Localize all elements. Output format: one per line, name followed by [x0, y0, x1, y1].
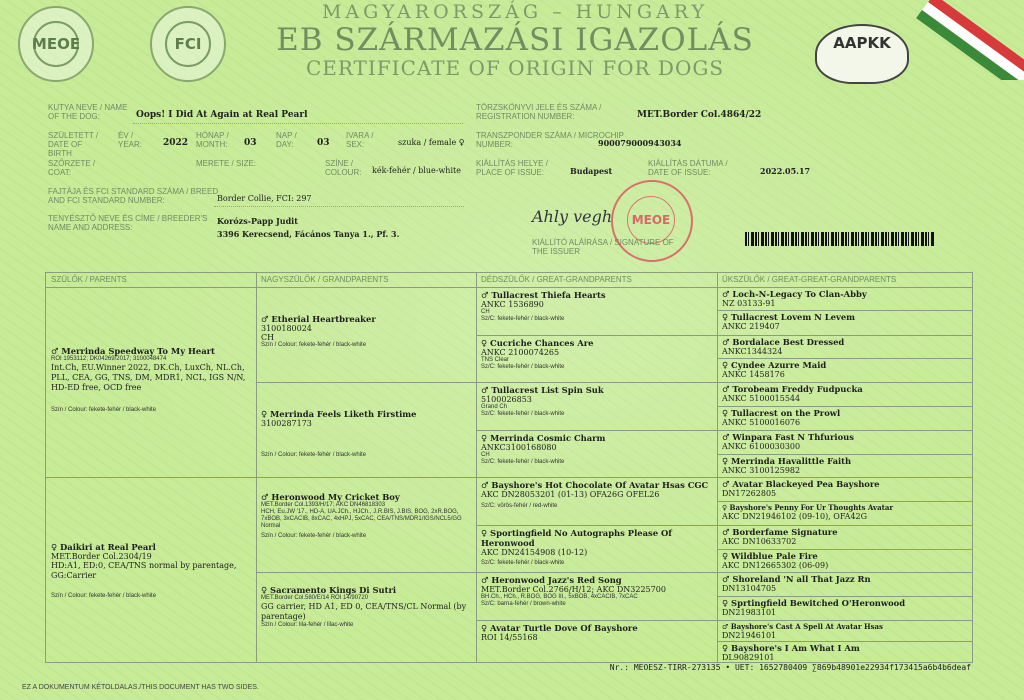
colour-value: kék-fehér / blue-white — [372, 166, 461, 175]
breeder-address: 3396 Kerecsend, Fácános Tanya 1., Pf. 3. — [217, 229, 400, 239]
great-great-grandparent-3 — [717, 335, 972, 358]
name-label: KUTYA NEVE / NAME OF THE DOG: — [48, 103, 128, 121]
dam-colour: Szín / Colour: fekete-fehér / black-white — [51, 593, 157, 599]
grandparent-4-name: ♀ Sacramento Kings Di Sutri — [261, 585, 397, 595]
great-great-grandparent-7 — [717, 430, 972, 454]
size-label: MERETE / SIZE: — [196, 159, 257, 168]
sex-label: IVARA / SEX: — [346, 131, 374, 149]
birth-day: 03 — [317, 138, 330, 148]
fci-seal-text: FCI — [165, 21, 211, 67]
date-of-issue: 2022.05.17 — [760, 166, 811, 176]
great-grandparent-4-extra: CH — [481, 452, 490, 458]
great-grandparent-3-extra: Grand Ch — [481, 404, 508, 410]
great-great-grandparent-12-name: ♀ Wildblue Pale Fire — [722, 551, 818, 561]
parent-dam — [46, 477, 256, 662]
grandparent-3-colour: Szín / Colour: fekete-fehér / black-white — [261, 533, 367, 539]
grandparent-1-reg: 3100180024 — [261, 324, 312, 333]
great-great-grandparent-8 — [717, 454, 972, 477]
stamp-center-text: MEOE — [627, 196, 675, 244]
breed-value: Border Collie, FCI: 297 — [217, 194, 312, 203]
great-great-grandparent-11-reg: AKC DN10633702 — [722, 537, 797, 546]
country-title: MAGYARORSZÁG – HUNGARY — [321, 1, 709, 23]
great-great-grandparent-7-name: ♂ Winpara Fast N Thfurious — [722, 432, 854, 442]
great-grandparent-7-reg: MET.Border Col.2766/H/12; AKC DN3225700 — [481, 585, 666, 594]
header-grandparents: NAGYSZÜLŐK / GRANDPARENTS — [261, 275, 389, 284]
great-grandparent-5 — [476, 477, 717, 525]
great-grandparent-1-extra: CH — [481, 309, 490, 315]
great-great-grandparent-1 — [717, 287, 972, 310]
great-grandparent-4-reg: ANKC3100168080 — [481, 443, 557, 452]
grandparent-4-reg: MET.Border Col.580/E/14 ROI 14/90720 — [261, 595, 369, 601]
great-great-grandparent-15-name: ♂ Bayshore's Cast A Spell At Avatar Hsas — [722, 622, 883, 631]
year-label: ÉV / YEAR: — [118, 131, 143, 149]
great-great-grandparent-9-reg: DN17262805 — [722, 489, 777, 498]
grandparent-4 — [256, 572, 476, 662]
dam-reg: MET.Border Col.2304/19 — [51, 552, 152, 561]
grandparent-1 — [256, 287, 476, 382]
chip-label: TRANSZPONDER SZÁMA / MICROCHIP NUMBER: — [476, 131, 624, 149]
grandparent-1-extra: CH — [261, 333, 275, 342]
great-grandparent-1-name: ♂ Tullacrest Thiefa Hearts — [481, 290, 606, 300]
great-great-grandparent-10 — [717, 501, 972, 525]
great-grandparent-4-name: ♀ Merrinda Cosmic Charm — [481, 433, 606, 443]
birth-month: 03 — [244, 138, 257, 148]
great-great-grandparent-1-reg: NZ 03133-91 — [722, 299, 776, 308]
great-great-grandparent-10-name: ♀ Bayshore's Penny For Ur Thoughts Avatar — [722, 503, 894, 512]
great-great-grandparent-4-reg: ANKC 1458176 — [722, 370, 785, 379]
great-grandparent-5-reg: AKC DN28053201 (01-13) OFA26G OFEL26 — [481, 490, 660, 499]
great-grandparent-5-colour: Sz/C: vörös-fehér / red-white — [481, 503, 558, 509]
sire-titles: Int.Ch, EU.Winner 2022, DK.Ch, LuxCh, NL.Ch, PLL, CEA, GG, TNS, DM, MDR1, NCL, IGS N/N, HD-ED free, OCD free — [51, 363, 246, 392]
great-great-grandparent-13 — [717, 572, 972, 596]
great-great-grandparent-11 — [717, 525, 972, 549]
great-grandparent-8-name: ♀ Avatar Turtle Dove Of Bayshore — [481, 623, 638, 633]
great-great-grandparent-5-reg: ANKC 5100015544 — [722, 394, 801, 403]
grandparent-1-colour: Szín / Colour: fekete-fehér / black-white — [261, 342, 367, 348]
microchip-number: 900079000943034 — [598, 138, 682, 148]
great-great-grandparent-11-name: ♂ Borderfame Signature — [722, 527, 838, 537]
sire-reg: ROI 1953112; DK04269/2017; 3100048474 — [51, 356, 167, 362]
grandparent-1-name: ♂ Etherial Heartbreaker — [261, 314, 376, 324]
great-grandparent-4 — [476, 430, 717, 477]
great-great-grandparent-8-reg: ANKC 3100125982 — [722, 466, 801, 475]
dam-titles: HD:A1, ED:0, CEA/TNS normal by parentage, GG:Carrier — [51, 561, 237, 580]
place-label: KIÁLLÍTÁS HELYE / PLACE OF ISSUE: — [476, 159, 548, 177]
grandparent-4-extra: GG carrier, HD A1, ED 0, CEA/TNS/CL Normal (by parentage) — [261, 602, 467, 621]
great-great-grandparent-8-name: ♀ Merrinda Havalittle Faith — [722, 456, 852, 466]
meoe-seal — [18, 6, 94, 82]
great-grandparent-1-reg: ANKC 1536890 — [481, 300, 544, 309]
day-label: NAP / DAY: — [276, 131, 297, 149]
great-grandparent-4-colour: Sz/C: fekete-fehér / black-white — [481, 459, 565, 465]
grandparent-2-reg: 3100287173 — [261, 419, 312, 428]
great-grandparent-7 — [476, 572, 717, 620]
great-great-grandparent-12-reg: AKC DN12665302 (06-09) — [722, 561, 829, 570]
great-great-grandparent-3-reg: ANKC1344324 — [722, 347, 783, 356]
great-grandparent-3-reg: 5100026853 — [481, 395, 532, 404]
great-grandparent-1 — [476, 287, 717, 335]
great-great-grandparent-2 — [717, 310, 972, 335]
great-great-grandparent-9 — [717, 477, 972, 501]
certificate-title-en: CERTIFICATE OF ORIGIN FOR DOGS — [305, 56, 725, 80]
month-label: HÓNAP / MONTH: — [196, 131, 229, 149]
great-grandparent-8 — [476, 620, 717, 662]
great-great-grandparent-16-name: ♀ Bayshore's I Am What I Am — [722, 643, 860, 653]
great-great-grandparent-2-name: ♀ Tullacrest Lovem N Levem — [722, 312, 856, 322]
pedigree-table — [45, 272, 973, 663]
name-line — [133, 123, 463, 124]
great-grandparent-3-colour: Sz/C: fekete-fehér / black-white — [481, 411, 565, 417]
breeder-name: Korózs-Papp Judit — [217, 216, 298, 226]
meoe-seal-text: MEOE — [33, 21, 79, 67]
sire-colour: Szín / Colour: fekete-fehér / black-white — [51, 407, 157, 413]
great-great-grandparent-6 — [717, 406, 972, 430]
grandparent-2-name: ♀ Merrinda Feels Liketh Firstime — [261, 409, 417, 419]
grandparent-2-colour: Szín / Colour: fekete-fehér / black-white — [261, 452, 367, 458]
breed-label: FAJTÁJA ÉS FCI STANDARD SZÁMA / BREED AND FCI STANDARD NUMBER: — [48, 187, 219, 205]
grandparent-2 — [256, 382, 476, 477]
great-grandparent-7-extra: BH.Ch., HCh., R.BOG, BOG III., 5xBOB, 4xCACIB, 7xCAC — [481, 594, 638, 600]
flag-white-stripe — [922, 2, 1024, 80]
colour-label: SZÍNE / COLOUR: — [325, 159, 362, 177]
breeder-label: TENYÉSZTŐ NEVE ÉS CÍME / BREEDER'S NAME AND ADDRESS: — [48, 214, 208, 232]
two-sided-note: EZ A DOKUMENTUM KÉTOLDALAS./THIS DOCUMENT HAS TWO SIDES. — [22, 684, 259, 691]
serial-number: Nr.: MEOESZ-TIRR-273135 • UET: 1652780409 ∑869b48901e22934f173415a6b4b6deaf — [609, 663, 971, 672]
dog-name: Oops! I Did At Again at Real Pearl — [136, 110, 308, 120]
great-great-grandparent-4 — [717, 358, 972, 382]
signature-label: KIÁLLÍTÓ ALÁÍRÁSA / SIGNATURE OF THE ISSUER — [532, 238, 674, 256]
header-great-grandparents: DÉDSZÜLŐK / GREAT-GRANDPARENTS — [481, 275, 632, 284]
registration-number: MET.Border Col.4864/22 — [637, 110, 762, 120]
great-grandparent-3 — [476, 382, 717, 430]
great-grandparent-7-colour: Sz/C: barna-fehér / brown-white — [481, 601, 566, 607]
great-grandparent-6-reg: AKC DN24154908 (10-12) — [481, 548, 588, 557]
great-great-grandparent-15 — [717, 620, 972, 641]
great-great-grandparent-14-name: ♀ Sprtingfield Bewitched O'Heronwood — [722, 598, 906, 608]
great-great-grandparent-5-name: ♂ Torobeam Freddy Fudpucka — [722, 384, 863, 394]
great-great-grandparent-6-reg: ANKC 5100016076 — [722, 418, 801, 427]
great-grandparent-6-name: ♀ Sportingfield No Autographs Please Of Heronwood — [481, 528, 672, 548]
great-grandparent-3-name: ♂ Tullacrest List Spin Suk — [481, 385, 604, 395]
dam-name: ♀ Daikiri at Real Pearl — [51, 542, 156, 552]
grandparent-3-extra: HCH, Eu.JW '17., HD-A, UA.JCh., HJCh., J.R.BIS, J.BIS, BOG, 2xR.BOG, 7xBOB, 3xCACIB, 8xCAC, 4xHPJ, 5xCAC, CEA/TNS/MDR1/IGS/NCL5/GG Normal — [261, 509, 462, 529]
great-grandparent-2-reg: ANKC 2100074265 — [481, 348, 560, 357]
official-stamp — [611, 180, 693, 262]
header-great-great-grandparents: ÜKSZÜLŐK / GREAT-GREAT-GRANDPARENTS — [722, 275, 897, 284]
great-grandparent-6 — [476, 525, 717, 572]
birth-year: 2022 — [163, 138, 189, 148]
header-parents: SZÜLŐK / PARENTS — [51, 275, 127, 284]
great-great-grandparent-1-name: ♂ Loch-N-Legacy To Clan-Abby — [722, 289, 867, 299]
great-grandparent-2-extra: TNS Clear — [481, 357, 510, 363]
grandparent-3 — [256, 477, 476, 572]
great-great-grandparent-13-name: ♂ Shoreland 'N all That Jazz Rn — [722, 574, 871, 584]
great-great-grandparent-16-reg: DL90829101 — [722, 653, 775, 662]
great-great-grandparent-2-reg: ANKC 219407 — [722, 322, 780, 331]
great-great-grandparent-12 — [717, 549, 972, 572]
great-great-grandparent-7-reg: ANKC 6100030300 — [722, 442, 801, 451]
grandparent-3-name: ♂ Heronwood My Cricket Boy — [261, 492, 400, 502]
aapkk-logo-text: AAPKK — [833, 34, 891, 52]
great-grandparent-2-name: ♀ Cucriche Chances Are — [481, 338, 594, 348]
grandparent-4-colour: Szín / Colour: lila-fehér / lilac-white — [261, 622, 354, 628]
great-grandparent-1-colour: Sz/C: fekete-fehér / black-white — [481, 316, 565, 322]
place-of-issue: Budapest — [570, 166, 613, 176]
great-great-grandparent-14-reg: DN21983101 — [722, 608, 777, 617]
great-great-grandparent-15-reg: DN21946101 — [722, 631, 777, 640]
issuer-signature: Ahly vegh — [532, 207, 613, 226]
date-label: KIÁLLÍTÁS DÁTUMA / DATE OF ISSUE: — [648, 159, 728, 177]
great-great-grandparent-14 — [717, 596, 972, 620]
great-grandparent-8-reg: ROI 14/55168 — [481, 633, 538, 642]
great-great-grandparent-6-name: ♀ Tullacrest on the Prowl — [722, 408, 841, 418]
great-grandparent-5-name: ♂ Bayshore's Hot Chocolate Of Avatar Hsas CGC — [481, 480, 709, 490]
great-great-grandparent-16 — [717, 641, 972, 662]
hungarian-flag-ribbon — [914, 0, 1024, 80]
great-great-grandparent-5 — [717, 382, 972, 406]
sire-name: ♂ Merrinda Speedway To My Heart — [51, 346, 215, 356]
sex-value: szuka / female ♀ — [398, 138, 465, 147]
great-great-grandparent-13-reg: DN13104705 — [722, 584, 777, 593]
grandparent-3-reg: MET.Border Col.1393/H/17; AKC DN46818303 — [261, 502, 386, 508]
coat-label: SZŐRZETE / COAT: — [48, 159, 96, 177]
certificate-title-hu: EB SZÁRMAZÁSI IGAZOLÁS — [276, 22, 754, 58]
great-great-grandparent-10-reg: AKC DN21946102 (09-10), OFA42G — [722, 512, 868, 521]
reg-label: TÖRZSKÖNYVI JELE ÉS SZÁMA / REGISTRATION NUMBER: — [476, 103, 602, 121]
breed-line — [214, 206, 464, 207]
great-great-grandparent-3-name: ♂ Bordalace Best Dressed — [722, 337, 845, 347]
great-great-grandparent-9-name: ♂ Avatar Blackeyed Pea Bayshore — [722, 479, 880, 489]
great-grandparent-7-name: ♂ Heronwood Jazz's Red Song — [481, 575, 622, 585]
great-great-grandparent-4-name: ♀ Cyndee Azurre Maid — [722, 360, 827, 370]
born-label: SZÜLETETT / DATE OF BIRTH — [48, 131, 99, 158]
barcode — [745, 232, 935, 246]
great-grandparent-2-colour: Sz/C: fekete-fehér / black-white — [481, 364, 565, 370]
great-grandparent-6-colour: Sz/C: fekete-fehér / black-white — [481, 560, 565, 566]
great-grandparent-2 — [476, 335, 717, 382]
parent-sire — [46, 287, 256, 477]
aapkk-logo — [815, 24, 909, 84]
